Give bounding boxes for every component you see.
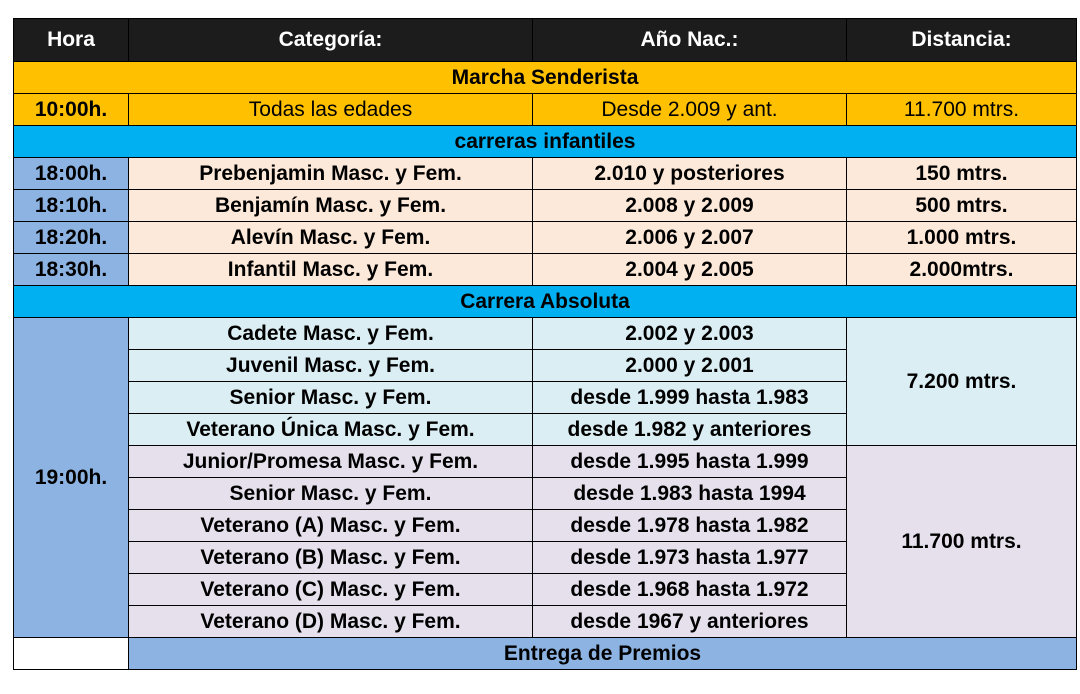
distancia-cell: 500 mtrs.	[847, 190, 1077, 222]
ano-cell: desde 1.973 hasta 1.977	[533, 542, 847, 574]
categoria-cell: Veterano (C) Masc. y Fem.	[129, 574, 533, 606]
categoria-cell: Infantil Masc. y Fem.	[129, 254, 533, 286]
table-row	[14, 446, 1077, 478]
hora-cell: 19:00h.	[14, 318, 129, 638]
table-row	[14, 190, 1077, 222]
hora-cell: 18:00h.	[14, 158, 129, 190]
categoria-cell: Juvenil Masc. y Fem.	[129, 350, 533, 382]
table-row	[14, 318, 1077, 350]
header-ano: Año Nac.:	[533, 19, 847, 62]
ano-cell: 2.006 y 2.007	[533, 222, 847, 254]
ano-cell: 2.002 y 2.003	[533, 318, 847, 350]
hora-cell: 10:00h.	[14, 94, 129, 126]
categoria-cell: Veterano (B) Masc. y Fem.	[129, 542, 533, 574]
categoria-cell: Todas las edades	[129, 94, 533, 126]
distancia-cell: 1.000 mtrs.	[847, 222, 1077, 254]
ano-cell: desde 1.999 hasta 1.983	[533, 382, 847, 414]
ano-cell: desde 1967 y anteriores	[533, 606, 847, 638]
empty-cell	[14, 638, 129, 670]
ano-cell: 2.008 y 2.009	[533, 190, 847, 222]
distancia-cell: 11.700 mtrs.	[847, 94, 1077, 126]
section-title: Carrera Absoluta	[14, 286, 1077, 318]
premios-row	[14, 638, 1077, 670]
table-row	[14, 94, 1077, 126]
ano-cell: Desde 2.009 y ant.	[533, 94, 847, 126]
categoria-cell: Veterano (A) Masc. y Fem.	[129, 510, 533, 542]
table-row	[14, 158, 1077, 190]
categoria-cell: Veterano Única Masc. y Fem.	[129, 414, 533, 446]
hora-cell: 18:20h.	[14, 222, 129, 254]
header-hora: Hora	[14, 19, 129, 62]
categoria-cell: Alevín Masc. y Fem.	[129, 222, 533, 254]
schedule-table	[13, 18, 1077, 670]
hora-cell: 18:10h.	[14, 190, 129, 222]
categoria-cell: Prebenjamin Masc. y Fem.	[129, 158, 533, 190]
ano-cell: 2.000 y 2.001	[533, 350, 847, 382]
ano-cell: desde 1.983 hasta 1994	[533, 478, 847, 510]
section-title: carreras infantiles	[14, 126, 1077, 158]
distancia-cell: 150 mtrs.	[847, 158, 1077, 190]
ano-cell: 2.004 y 2.005	[533, 254, 847, 286]
ano-cell: 2.010 y posteriores	[533, 158, 847, 190]
section-title: Marcha Senderista	[14, 62, 1077, 94]
distancia-cell: 11.700 mtrs.	[847, 446, 1077, 638]
section-infantiles	[14, 126, 1077, 158]
categoria-cell: Benjamín Masc. y Fem.	[129, 190, 533, 222]
premios-label: Entrega de Premios	[129, 638, 1077, 670]
ano-cell: desde 1.978 hasta 1.982	[533, 510, 847, 542]
ano-cell: desde 1.995 hasta 1.999	[533, 446, 847, 478]
categoria-cell: Cadete Masc. y Fem.	[129, 318, 533, 350]
section-absoluta	[14, 286, 1077, 318]
hora-cell: 18:30h.	[14, 254, 129, 286]
ano-cell: desde 1.968 hasta 1.972	[533, 574, 847, 606]
header-categoria: Categoría:	[129, 19, 533, 62]
categoria-cell: Veterano (D) Masc. y Fem.	[129, 606, 533, 638]
table-row	[14, 222, 1077, 254]
header-distancia: Distancia:	[847, 19, 1077, 62]
categoria-cell: Senior Masc. y Fem.	[129, 478, 533, 510]
header-row	[14, 19, 1077, 62]
categoria-cell: Junior/Promesa Masc. y Fem.	[129, 446, 533, 478]
distancia-cell: 2.000mtrs.	[847, 254, 1077, 286]
table-row	[14, 254, 1077, 286]
distancia-cell: 7.200 mtrs.	[847, 318, 1077, 446]
categoria-cell: Senior Masc. y Fem.	[129, 382, 533, 414]
section-marcha	[14, 62, 1077, 94]
ano-cell: desde 1.982 y anteriores	[533, 414, 847, 446]
